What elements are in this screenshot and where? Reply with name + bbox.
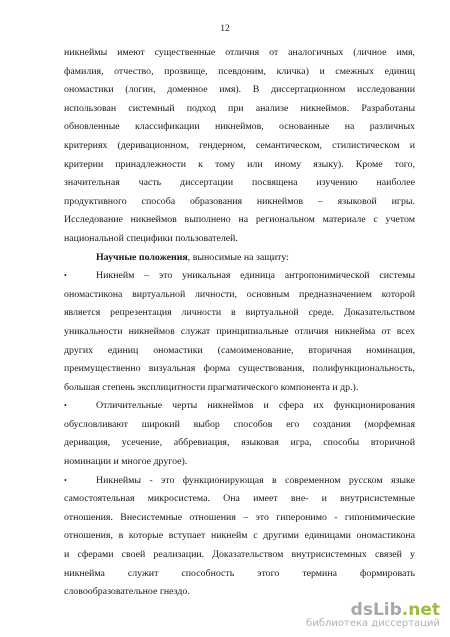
text-line: продуктивного способа образования никнеймов – языковой игры.	[64, 195, 415, 207]
text-line: критерии принадлежности к тому или иному языку). Кроме того,	[64, 158, 415, 170]
text-line: Никнейм – это уникальная единица антропонимической системы	[96, 270, 415, 282]
text-line: никнейма служит способность этого термина формировать	[64, 567, 415, 579]
text-line: фамилия, отчество, прозвище, псевдоним, кличка) и смежных единиц	[64, 65, 415, 77]
text-line: отношения. Внесистемные отношения – это гиперонимо - гипонимические	[64, 511, 415, 523]
list-item-first-line	[64, 397, 415, 416]
text-line: преимущественно визуальная форма существования, полифункциональность,	[64, 363, 415, 375]
text-line: национальной специфики пользователей.	[64, 232, 238, 244]
watermark-tagline: библиотека диссертаций	[306, 618, 440, 629]
text-line: использован системный подход при анализе никнеймов. Разработаны	[64, 102, 415, 114]
text-line: большая степень эксплицитности прагматического компонента и др.).	[64, 381, 359, 393]
text-line: никнеймы имеют существенные отличия от аналогичных (личное имя,	[64, 47, 415, 58]
text-line: самостоятельная микросистема. Она имеет вне- и внутрисистемные	[64, 493, 415, 505]
watermark-logo	[306, 600, 440, 620]
text-line: отношения, в которые вступает никнейм с другими единицами ономастикона	[64, 530, 415, 542]
page-number: 12	[220, 24, 230, 34]
watermark-logo-suffix: .net	[401, 600, 440, 620]
text-line: ономастикона виртуальной личности, основным предназначением которой	[64, 288, 415, 300]
text-line: обновленные классификации никнеймов, основанные на различных	[64, 121, 415, 133]
text-line: обусловливают широкий выбор способов его создания (морфемная	[64, 418, 415, 430]
list-item-first-line	[64, 267, 415, 286]
list-item-first-line	[64, 472, 415, 491]
bullet-icon: •	[64, 271, 67, 281]
section-heading-rest: , выносимые на защиту:	[187, 251, 289, 263]
body-text	[64, 44, 415, 602]
text-line: деривация, усечение, аббревиация, языковая игра, способы вторичной	[64, 437, 415, 449]
text-line: и сферами своей реализации. Доказательством внутрисистемных связей у	[64, 549, 415, 561]
watermark-logo-main: dsLib	[350, 600, 402, 620]
dslib-watermark[interactable]	[306, 600, 440, 629]
text-line: Отличительные черты никнеймов и сфера их функционирования	[96, 400, 415, 412]
bullet-icon: •	[64, 401, 67, 411]
text-line: является репрезентация личности в виртуальной среде. Доказательством	[64, 307, 415, 319]
section-heading-line	[64, 249, 415, 268]
text-line: критериях (деривационном, гендерном, семантическом, стилистическом и	[64, 139, 415, 151]
text-line: уникальности никнеймов служат принципиальные отличия никнейма от всех	[64, 325, 415, 337]
bullet-icon: •	[64, 475, 67, 485]
text-line: Исследование никнеймов выполнено на региональном материале с учетом	[64, 214, 415, 226]
text-line: значительная часть диссертации посвящена изучению наиболее	[64, 177, 415, 189]
text-line: номинации и многое другое).	[64, 456, 188, 468]
section-heading: Научные положения	[96, 251, 188, 263]
text-line: Никнеймы - это функционирующая в современном русском языке	[96, 474, 415, 486]
text-line: ономастики (логин, доменное имя). В диссертационном исследовании	[64, 84, 415, 96]
text-line: других единиц ономастики (самоименование, вторичная номинация,	[64, 344, 415, 356]
text-line: словообразовательное гнездо.	[64, 586, 190, 598]
